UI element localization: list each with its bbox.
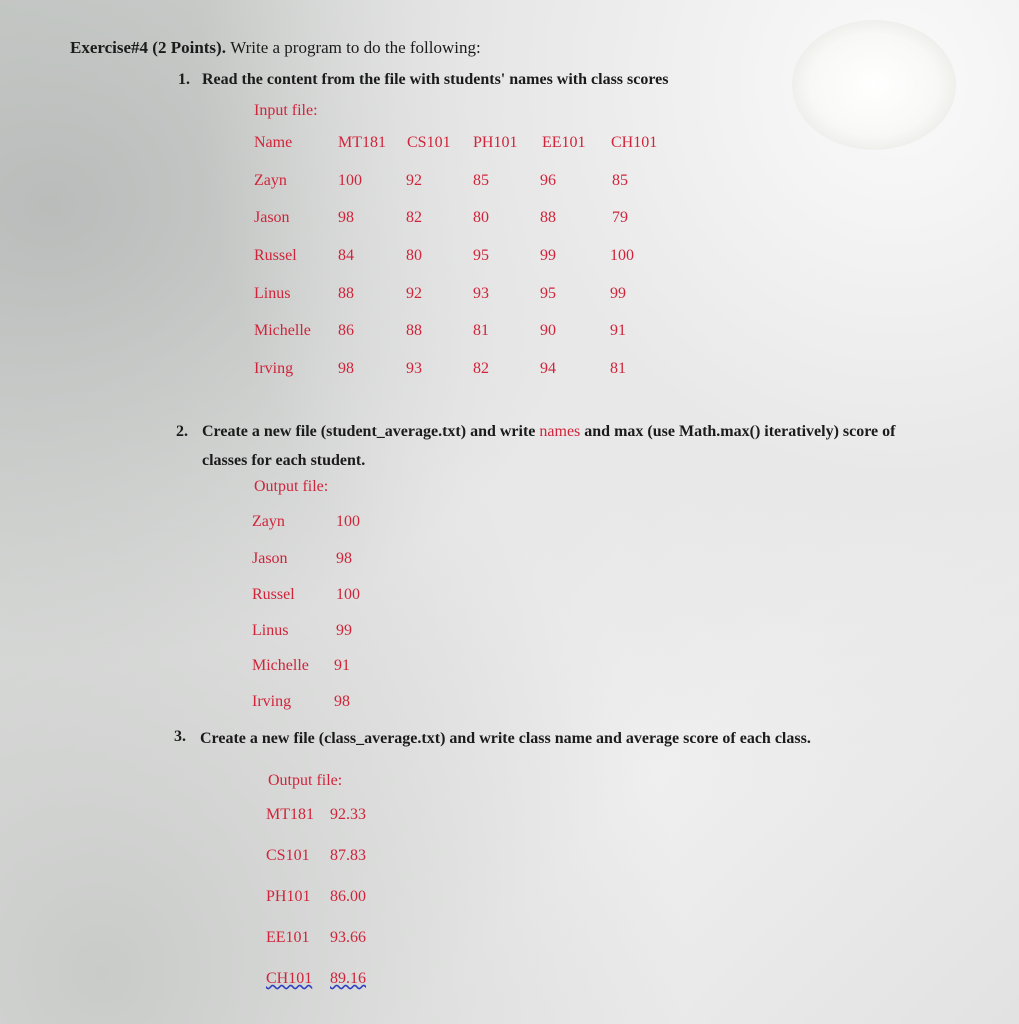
table-cell: 91 [610,322,626,339]
table-cell: 80 [406,247,422,264]
class-average: 89.16 [330,970,366,987]
table-cell: 92 [406,172,422,189]
list-item [252,550,452,574]
list-item [252,693,452,717]
list-item [266,806,466,830]
student-max: 98 [336,550,352,567]
class-average: 86.00 [330,888,366,905]
table-cell: 85 [473,172,489,189]
step2-text-names: names [539,423,581,440]
student-name: Jason [252,550,288,567]
student-name: Zayn [252,513,285,530]
student-output-list [252,513,452,713]
step1-input-label: Input file: [254,102,318,119]
table-cell: 100 [338,172,362,189]
student-max: 100 [336,513,360,530]
class-output-list [266,806,466,996]
table-cell: 90 [540,322,556,339]
input-header-cell: CH101 [611,134,658,151]
class-name: EE101 [266,929,310,946]
class-name: MT181 [266,806,314,823]
class-name: CH101 [266,970,313,987]
class-average: 87.83 [330,847,366,864]
class-name: CS101 [266,847,310,864]
input-header-cell: CS101 [407,134,451,151]
table-cell: 88 [338,285,354,302]
table-cell: 99 [540,247,556,264]
table-cell: 80 [473,209,489,226]
table-cell: Linus [254,285,291,302]
table-cell: 88 [540,209,556,226]
table-cell: 81 [473,322,489,339]
list-item [266,970,466,994]
table-cell: 93 [473,285,489,302]
table-cell: 98 [338,360,354,377]
table-cell: 93 [406,360,422,377]
class-average: 92.33 [330,806,366,823]
step1-number: 1. [178,71,190,88]
step2-text-b: and max (use Math.max() iteratively) score of [584,423,896,440]
table-cell: 100 [610,247,634,264]
list-item [252,586,452,610]
step2-output-label: Output file: [254,478,329,495]
table-cell: 85 [612,172,628,189]
exercise-title-prefix: Exercise#4 (2 Points). [70,38,226,57]
input-header-cell: EE101 [542,134,586,151]
list-item [266,847,466,871]
table-cell: 95 [540,285,556,302]
step1-text: Read the content from the file with students' names with class scores [202,71,669,88]
step2-number: 2. [176,423,188,440]
exercise-title [70,38,481,58]
input-header-cell: Name [254,134,293,151]
student-max: 91 [334,657,350,674]
step3-output-label: Output file: [268,772,343,789]
table-cell: Jason [254,209,290,226]
table-cell: 98 [338,209,354,226]
table-cell: Michelle [254,322,311,339]
list-item [252,622,452,646]
table-cell: 95 [473,247,489,264]
table-cell: Russel [254,247,297,264]
table-cell: 96 [540,172,556,189]
table-row [254,209,684,233]
step2-text-continued: classes for each student. [202,452,366,469]
table-cell: 79 [612,209,628,226]
table-cell: 99 [610,285,626,302]
table-row [254,285,684,309]
step3-number: 3. [174,728,186,745]
camera-glare [792,20,956,150]
student-name: Linus [252,622,289,639]
list-item [252,513,452,537]
table-cell: 86 [338,322,354,339]
step2-text-a: Create a new file (student_average.txt) and write [202,423,536,440]
student-max: 99 [336,622,352,639]
student-max: 98 [334,693,350,710]
list-item [266,929,466,953]
exercise-title-text: Write a program to do the following: [230,38,481,57]
table-cell: 81 [610,360,626,377]
class-name: PH101 [266,888,311,905]
table-cell: 84 [338,247,354,264]
table-cell: 92 [406,285,422,302]
input-header-cell: MT181 [338,134,386,151]
student-name: Irving [252,693,292,710]
table-cell: 88 [406,322,422,339]
input-header-cell: PH101 [473,134,518,151]
table-cell: 82 [473,360,489,377]
table-row [254,247,684,271]
class-average: 93.66 [330,929,366,946]
list-item [266,888,466,912]
student-name: Michelle [252,657,309,674]
table-row [254,322,684,346]
list-item [252,657,452,681]
table-cell: 82 [406,209,422,226]
student-name: Russel [252,586,295,603]
table-row [254,172,684,196]
step2-text [202,423,895,441]
student-max: 100 [336,586,360,603]
table-cell: 94 [540,360,556,377]
table-row [254,360,684,384]
step3-text: Create a new file (class_average.txt) and write class name and average score of each class. [200,730,811,747]
table-cell: Zayn [254,172,287,189]
input-table-body [254,172,684,402]
table-cell: Irving [254,360,294,377]
